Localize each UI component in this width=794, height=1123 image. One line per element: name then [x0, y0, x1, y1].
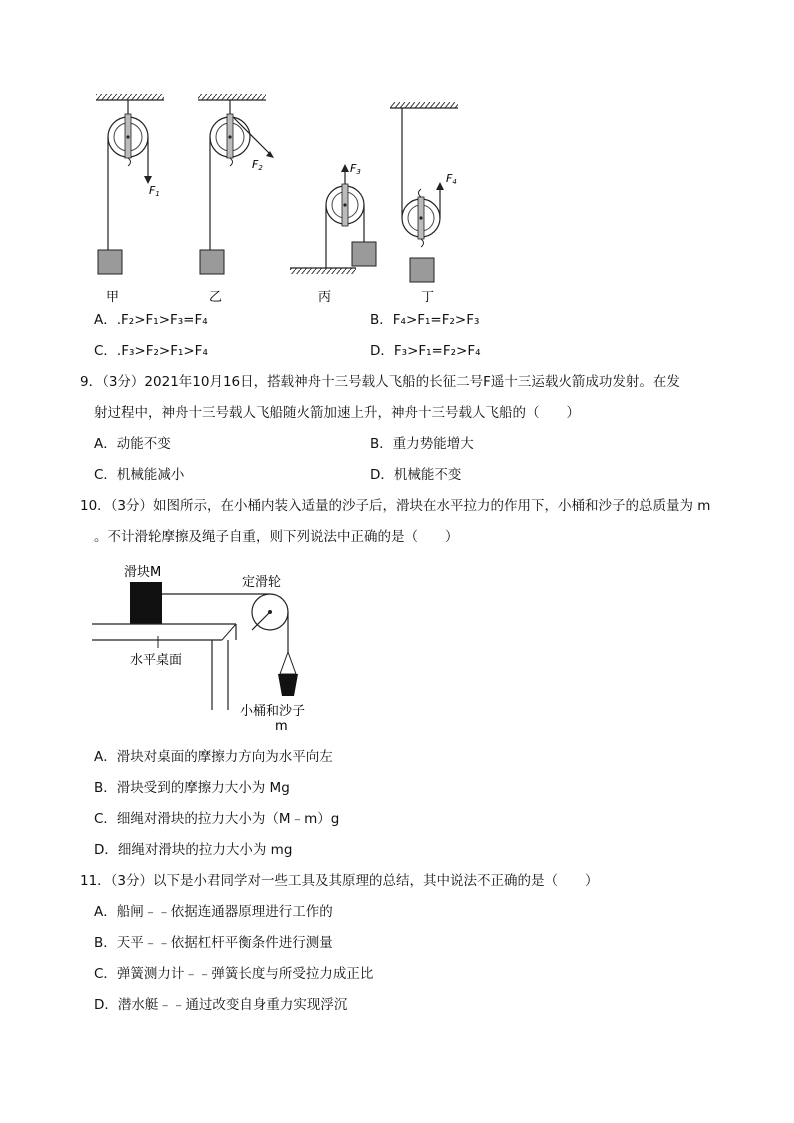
- q11-option-c[interactable]: C．弹簧测力计﹣﹣弹簧长度与所受拉力成正比: [94, 966, 374, 982]
- label-bing: 丙: [318, 290, 332, 305]
- pulley-yi: [198, 94, 274, 274]
- bucket-label: 小桶和沙子: [240, 704, 306, 719]
- q10-stem-line1: 10．（3分）如图所示，在小桶内装入适量的沙子后，滑块在水平拉力的作用下，小桶和沙子的总质量为 m: [80, 498, 711, 514]
- slider-block: [130, 582, 162, 624]
- label-jia: 甲: [106, 290, 120, 305]
- pulley-label: 定滑轮: [242, 575, 282, 590]
- pulley-ding: [390, 102, 458, 282]
- label-yi: 乙: [209, 290, 223, 305]
- q8-option-c[interactable]: C．.F₃>F₂>F₁>F₄: [94, 343, 208, 359]
- mass-label: m: [275, 719, 288, 734]
- q11-stem: 11．（3分）以下是小君同学对一些工具及其原理的总结，其中说法不正确的是（ ）: [80, 873, 599, 889]
- bucket: [278, 674, 298, 696]
- q8-option-a[interactable]: A．.F₂>F₁>F₃=F₄: [94, 312, 208, 328]
- force-label-f3: F3: [350, 162, 361, 176]
- q10-option-b[interactable]: B．滑块受到的摩擦力大小为 Mg: [94, 780, 290, 796]
- pulley-figure: [80, 90, 480, 305]
- q8-option-d[interactable]: D．F₃>F₁=F₂>F₄: [370, 343, 481, 359]
- q11-option-d[interactable]: D．潜水艇﹣﹣通过改变自身重力实现浮沉: [94, 997, 348, 1013]
- q11-option-b[interactable]: B．天平﹣﹣依据杠杆平衡条件进行测量: [94, 935, 333, 951]
- table-label: 水平桌面: [130, 653, 183, 668]
- block-label: 滑块M: [124, 565, 162, 580]
- q9-option-a[interactable]: A．动能不变: [94, 436, 171, 452]
- q9-stem-line2: 射过程中，神舟十三号载人飞船随火箭加速上升，神舟十三号载人飞船的（ ）: [94, 405, 580, 421]
- label-ding: 丁: [421, 290, 435, 305]
- force-label-f2: F2: [252, 158, 263, 172]
- pulley-bing: [290, 164, 376, 274]
- q10-option-c[interactable]: C．细绳对滑块的拉力大小为（M﹣m）g: [94, 811, 340, 827]
- q10-option-a[interactable]: A．滑块对桌面的摩擦力方向为水平向左: [94, 749, 333, 765]
- q8-option-b[interactable]: B．F₄>F₁=F₂>F₃: [370, 312, 480, 328]
- force-label-f4: F4: [446, 172, 457, 186]
- q9-option-d[interactable]: D．机械能不变: [370, 467, 462, 483]
- q10-option-d[interactable]: D．细绳对滑块的拉力大小为 mg: [94, 842, 293, 858]
- slider-pulley-figure: [92, 560, 332, 735]
- q9-option-b[interactable]: B．重力势能增大: [370, 436, 474, 452]
- q9-stem-line1: 9．（3分）2021年10月16日，搭载神舟十三号载人飞船的长征二号F遥十三运载火箭成功发射。在发: [80, 374, 680, 390]
- q11-option-a[interactable]: A．船闸﹣﹣依据连通器原理进行工作的: [94, 904, 333, 920]
- q9-option-c[interactable]: C．机械能减小: [94, 467, 185, 483]
- q10-stem-line2: 。不计滑轮摩擦及绳子自重，则下列说法中正确的是（ ）: [94, 529, 459, 545]
- force-label-f1: F1: [149, 184, 160, 198]
